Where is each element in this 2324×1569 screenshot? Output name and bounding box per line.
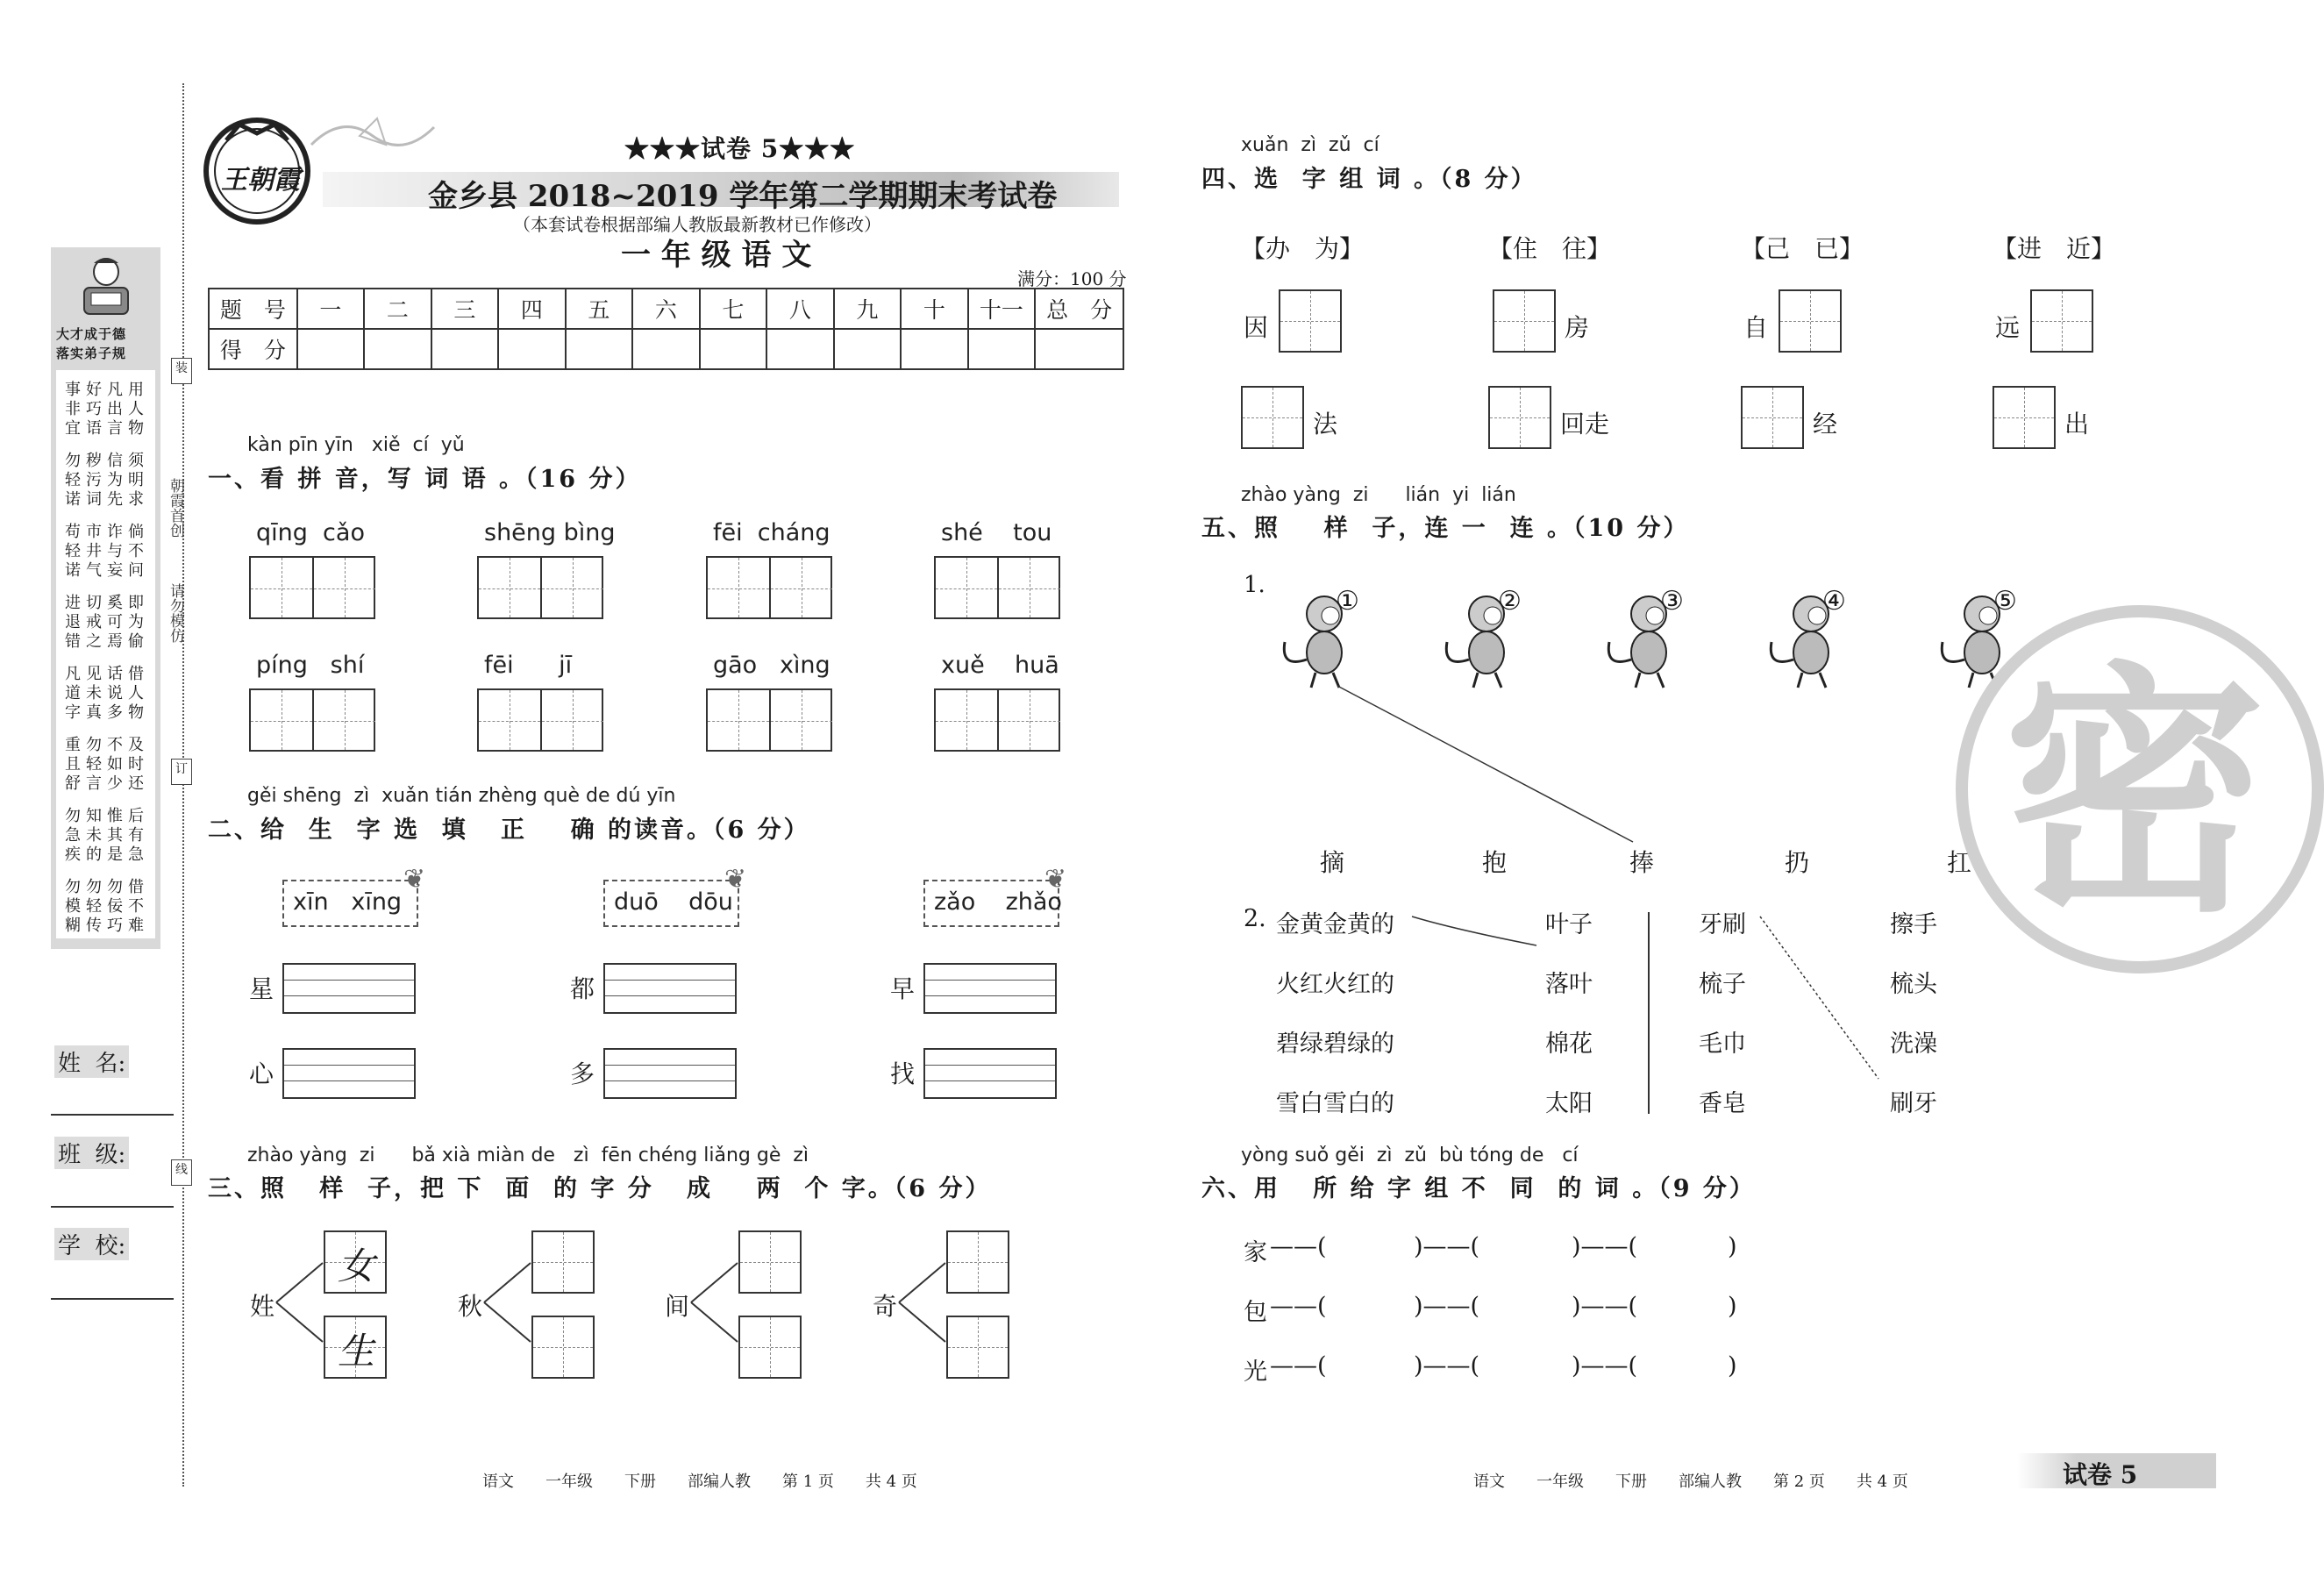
scholar-icon [77,251,135,321]
s6-close: )——( [1572,1233,1638,1260]
name-label: 姓 名: [54,1045,129,1078]
s3-answer-box[interactable] [324,1316,387,1379]
s6-dash: ——( [1270,1233,1327,1260]
s4-group: 【办 为】 [1241,234,1365,263]
s2-answer-line[interactable] [603,963,737,1014]
score-value-row [209,329,1123,369]
verb-label: 抱 [1482,848,1508,877]
s2-title: 二、给 生 字 选 填 正 确 的读音。（6 分） [208,817,810,844]
sprout-icon: ❦ [1044,864,1067,895]
motto-1: 大才成于德 [56,326,127,342]
s1-word-pinyin: qīng cǎo [256,519,365,546]
s2-option-box: duō dōu [603,880,739,927]
match-mid: 太阳 [1545,1090,1593,1117]
match-right2: 洗澡 [1890,1031,1937,1058]
verb-label: 扛 [1947,848,1972,877]
s1-answer-box[interactable] [934,556,1060,619]
s4-group: 【住 往】 [1488,234,1612,263]
verse-line: 轻污为明 [65,471,149,489]
split-bracket [689,1254,742,1351]
score-table [208,288,1124,370]
score-input-cell[interactable] [968,329,1036,369]
score-input-cell[interactable] [498,329,566,369]
s2-option-box: xīn xīng [282,880,418,927]
seal-box-1: 装 [171,358,192,384]
verse-line: 凡见话借 [65,665,149,683]
s4-top-char: 房 [1565,313,1590,342]
match-right2: 擦手 [1890,911,1937,938]
s4-top-char: 因 [1244,313,1269,342]
score-header-cell: 五 [566,289,633,329]
s6-close: )——( [1414,1293,1480,1320]
vertical-note-2: 请勿模仿 [167,583,184,643]
s2-answer-line[interactable] [282,1048,416,1099]
s4-bottom-box[interactable] [1241,386,1304,449]
score-header-cell: 三 [431,289,499,329]
s1-answer-box[interactable] [706,556,832,619]
verse-line: 勿知惟后 [65,807,149,825]
score-row-label: 得 分 [209,329,297,369]
s4-top-box[interactable] [1493,289,1556,353]
s4-top-box[interactable] [1279,289,1342,353]
match-right2: 梳头 [1890,971,1937,998]
score-input-cell[interactable] [364,329,431,369]
s3-answer-box[interactable] [738,1230,802,1294]
s6-char: 光 [1244,1359,1267,1386]
s2-char: 都 [570,974,595,1003]
s5-pinyin: zhào yàng zi lián yi lián [1241,484,1516,506]
score-input-cell[interactable] [901,329,968,369]
score-input-cell[interactable] [297,329,365,369]
s2-char: 早 [890,974,916,1003]
s1-answer-box[interactable] [249,688,375,752]
s2-char: 心 [249,1059,274,1088]
s4-top-char: 自 [1743,313,1769,342]
monkey-number: ⑤ [1993,586,2017,617]
s4-bottom-char: 回走 [1560,410,1610,439]
verse-line: 进切奚即 [65,594,149,612]
sprout-icon: ❦ [403,864,426,895]
verse-line: 勿勿勿借 [65,878,149,896]
s1-title: 一、看 拼 音，写 词 语 。（16 分） [208,466,642,493]
split-bracket [897,1254,950,1351]
series-label: ★★★试卷 5★★★ [624,134,856,163]
verse-line: 宜语言物 [65,419,149,438]
s6-close: )——( [1414,1352,1480,1380]
vertical-note-1: 朝霞首创 [167,478,184,538]
s3-title: 三、照 样 子，把 下 面 的 字 分 成 两 个 字。（6 分） [208,1175,992,1202]
school-label: 学 校: [54,1228,129,1260]
seal-box-3: 线 [171,1159,192,1186]
s6-blank-3[interactable] [1649,1233,1729,1265]
s6-blank-3[interactable] [1649,1352,1729,1384]
match-left: 火红火红的 [1276,971,1394,998]
score-input-cell[interactable] [1035,329,1123,369]
score-input-cell[interactable] [834,329,902,369]
logo-text: 王朝霞 [221,165,300,196]
secret-stamp [1956,605,2324,973]
s4-bottom-char: 法 [1313,410,1338,439]
s3-answer-box[interactable] [946,1230,1009,1294]
match-mid: 棉花 [1545,1031,1593,1058]
s4-top-char: 远 [1995,313,2021,342]
s6-close: )——( [1572,1293,1638,1320]
s2-answer-line[interactable] [923,963,1057,1014]
verse-line: 舒言少还 [65,774,149,793]
score-header-row [209,289,1123,329]
s2-answer-line[interactable] [603,1048,737,1099]
s2-char: 星 [249,974,274,1003]
s3-example-char: 女 [338,1245,375,1287]
match-right1: 梳子 [1699,971,1746,998]
s1-answer-box[interactable] [934,688,1060,752]
match-right2: 刷牙 [1890,1090,1937,1117]
s1-answer-box[interactable] [706,688,832,752]
s6-blank-1[interactable] [1333,1352,1414,1384]
match-right1: 毛巾 [1699,1031,1746,1058]
s2-answer-line[interactable] [923,1048,1057,1099]
s3-char: 秋 [458,1292,483,1321]
s1-word-pinyin: fēi jī [484,652,573,679]
score-header-cell: 十 [901,289,968,329]
s6-blank-1[interactable] [1333,1293,1414,1324]
footer-left: 语文 一年级 下册 部编人教 第 1 页 共 4 页 [482,1473,917,1491]
s3-char: 姓 [250,1292,275,1321]
verse-line: 退戒可为 [65,613,149,631]
s6-end: ) [1728,1233,1737,1260]
score-header-cell: 七 [700,289,767,329]
class-line [51,1206,174,1208]
revision-note: （本套试卷根据部编人教版最新教材已作修改） [513,214,881,235]
sidebar-panel [51,247,160,949]
score-header-cell: 二 [364,289,431,329]
s4-bottom-box[interactable] [1993,386,2056,449]
s6-blank-3[interactable] [1649,1293,1729,1324]
verse-line: 疾的是急 [65,845,149,864]
full-marks: 满分：100 分 [1017,268,1127,289]
s3-char: 奇 [873,1292,898,1321]
sprout-icon: ❦ [724,864,747,895]
verse-line: 事好凡用 [65,381,149,399]
page-title: 金乡县 2018~2019 学年第二学期期末考试卷 [428,179,1058,214]
s6-blank-2[interactable] [1493,1352,1573,1384]
monkey-number: ③ [1660,586,1684,617]
s4-bottom-char: 出 [2064,410,2090,439]
stamp-char: 密 [2003,638,2266,947]
match-mid: 落叶 [1545,971,1593,998]
monkey-number: ② [1498,586,1522,617]
score-header-cell: 九 [834,289,902,329]
score-input-cell[interactable] [766,329,834,369]
s3-answer-box[interactable] [324,1230,387,1294]
s6-dash: ——( [1270,1293,1327,1320]
s1-word-pinyin: shēng bìng [484,519,616,546]
score-input-cell[interactable] [700,329,767,369]
score-header-cell: 四 [498,289,566,329]
score-header-cell: 六 [632,289,700,329]
verb-label: 捧 [1629,848,1655,877]
verse-line: 糊传巧难 [65,916,149,935]
match-right1: 牙刷 [1699,911,1746,938]
verse-line: 且轻如时 [65,755,149,774]
s4-group: 【进 近】 [1993,234,2116,263]
verse-line: 急未其有 [65,826,149,845]
school-line [51,1298,174,1300]
s4-title: 四、选 字 组 词 。（8 分） [1201,166,1537,193]
s2-pinyin: gěi shēng zì xuǎn tián zhèng què de dú yīn [247,785,676,807]
verse-line: 字真多物 [65,703,149,722]
s1-word-pinyin: xuě huā [941,652,1059,679]
footer-right: 语文 一年级 下册 部编人教 第 2 页 共 4 页 [1473,1473,1908,1491]
match-left: 金黄金黄的 [1276,911,1394,938]
match-left: 雪白雪白的 [1276,1090,1394,1117]
motto-2: 落实弟子规 [56,346,127,361]
s1-word-pinyin: fēi cháng [713,519,831,546]
s1-word-pinyin: gāo xìng [713,652,831,679]
verse-panel [56,370,155,938]
s6-close: )——( [1572,1352,1638,1380]
ribbon-decoration [307,110,438,162]
s1-word-pinyin: shé tou [941,519,1052,546]
s2-answer-line[interactable] [282,963,416,1014]
monkey-number: ① [1336,586,1359,617]
footer-tag: 试卷 5 [2063,1460,2138,1489]
score-header-cell: 八 [766,289,834,329]
verb-label: 扔 [1785,848,1810,877]
s1-answer-box[interactable] [249,556,375,619]
score-header-cell: 十一 [968,289,1036,329]
s2-option-box: zǎo zhǎo [923,880,1059,927]
score-input-cell[interactable] [431,329,499,369]
s6-title: 六、用 所 给 字 组 不 同 的 词 。（9 分） [1201,1175,1756,1202]
s3-answer-box[interactable] [946,1316,1009,1379]
s4-bottom-char: 经 [1813,410,1838,439]
s6-close: )——( [1414,1233,1480,1260]
verse-line: 轻井与不 [65,542,149,560]
s6-end: ) [1728,1293,1737,1320]
s6-dash: ——( [1270,1352,1327,1380]
verse-line: 勿秽信须 [65,452,149,470]
s1-word-pinyin: píng shí [256,652,365,679]
binding-line [182,83,184,1487]
verse-line: 诺气妄问 [65,561,149,580]
score-header-cell: 一 [297,289,365,329]
s5-connector-lines [1228,667,2017,1140]
verse-line: 诺词先求 [65,490,149,509]
score-input-cell[interactable] [566,329,633,369]
score-input-cell[interactable] [632,329,700,369]
verse-line: 非巧出人 [65,400,149,418]
s4-group: 【己 已】 [1741,234,1864,263]
s1-answer-box[interactable] [477,688,603,752]
seal-box-2: 订 [171,759,192,785]
s6-char: 包 [1244,1299,1267,1326]
score-header-cell: 题 号 [209,289,297,329]
match-right1: 香皂 [1699,1090,1746,1117]
s6-char: 家 [1244,1239,1267,1266]
s4-bottom-box[interactable] [1741,386,1804,449]
class-label: 班 级: [54,1137,129,1169]
verse-line: 道未说人 [65,684,149,702]
s4-pinyin: xuǎn zì zǔ cí [1241,134,1379,156]
s5-title: 五、照 样 子，连 一 连 。（10 分） [1201,515,1690,542]
s6-blank-2[interactable] [1493,1293,1573,1324]
s2-char: 找 [890,1059,916,1088]
s4-top-box[interactable] [1779,289,1842,353]
s4-top-box[interactable] [2030,289,2093,353]
s3-pinyin: zhào yàng zi bǎ xià miàn de zì fēn chéng liǎng gè zì [247,1145,809,1166]
verb-label: 摘 [1320,848,1345,877]
s3-answer-box[interactable] [531,1316,595,1379]
s5-q2-label: 2. [1244,905,1266,932]
score-header-cell: 总 分 [1035,289,1123,329]
verse-line: 错之焉偷 [65,632,149,651]
s3-char: 间 [665,1292,690,1321]
verse-line: 苟市诈倘 [65,523,149,541]
verse-line: 模轻佞不 [65,897,149,916]
s5-q1-label: 1. [1244,572,1265,598]
s6-end: ) [1728,1352,1737,1380]
verse-line: 重勿不及 [65,736,149,754]
s3-example-char: 生 [338,1330,375,1373]
s6-pinyin: yòng suǒ gěi zì zǔ bù tóng de cí [1241,1145,1579,1166]
match-mid: 叶子 [1545,911,1593,938]
s3-answer-box[interactable] [738,1316,802,1379]
s4-bottom-box[interactable] [1488,386,1551,449]
s1-answer-box[interactable] [477,556,603,619]
s1-pinyin: kàn pīn yīn xiě cí yǔ [247,434,465,456]
match-left: 碧绿碧绿的 [1276,1031,1394,1058]
subject-title: 一 年 级 语 文 [621,238,812,273]
split-bracket [274,1254,327,1351]
s6-blank-2[interactable] [1493,1233,1573,1265]
s6-blank-1[interactable] [1333,1233,1414,1265]
name-line [51,1114,174,1116]
s3-answer-box[interactable] [531,1230,595,1294]
s2-char: 多 [570,1059,595,1088]
monkey-number: ④ [1822,586,1846,617]
split-bracket [482,1254,535,1351]
